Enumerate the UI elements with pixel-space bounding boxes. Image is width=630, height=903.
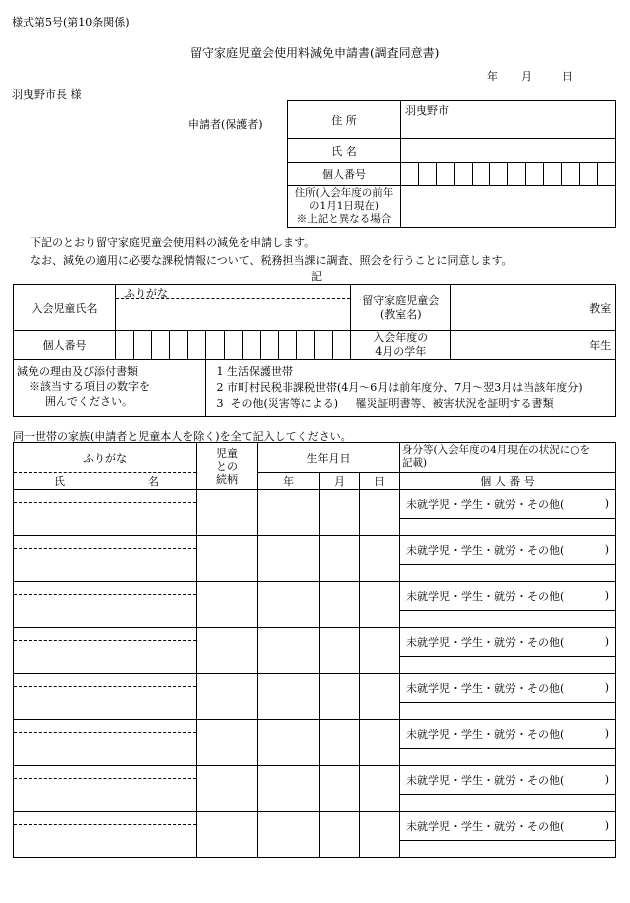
family-row — [14, 674, 616, 703]
family-row — [14, 536, 616, 565]
address-value: 羽曳野市 — [405, 104, 449, 117]
applicant-table — [287, 100, 616, 228]
digit-box[interactable] — [526, 163, 544, 186]
family-personal-number-field — [400, 703, 616, 720]
applicant-label: 申請者(保護者) — [188, 118, 263, 131]
family-birth-year-field[interactable] — [258, 812, 320, 858]
family-relation-field[interactable] — [197, 766, 258, 812]
status-options: 未就学児・学生・就労・その他( — [406, 820, 565, 833]
status-close: ) — [604, 543, 609, 556]
family-relation-field[interactable] — [197, 582, 258, 628]
date-year-label: 年 — [487, 70, 498, 83]
digit-box[interactable] — [152, 331, 170, 360]
family-birth-year-field[interactable] — [258, 490, 320, 536]
family-table — [13, 442, 616, 858]
family-name-field[interactable] — [14, 674, 197, 720]
family-status-field[interactable] — [400, 674, 616, 703]
status-options: 未就学児・学生・就労・その他( — [406, 590, 565, 603]
family-personal-number-field — [400, 657, 616, 674]
child-furigana-label: ふりがな — [116, 285, 350, 299]
digit-box[interactable] — [508, 163, 526, 186]
year-header: 年 — [258, 473, 320, 490]
status-close: ) — [604, 681, 609, 694]
family-personal-number-field — [400, 795, 616, 812]
digit-box[interactable] — [170, 331, 188, 360]
statement-1: 下記のとおり留守家庭児童会使用料の減免を申請します。 — [30, 236, 316, 249]
relation-header: 児童 との 続柄 — [197, 443, 258, 490]
family-name-field[interactable] — [14, 766, 197, 812]
date-month-label: 月 — [521, 70, 532, 83]
digit-box[interactable] — [472, 163, 490, 186]
personal-number-label: 個人番号 — [288, 163, 401, 186]
prev-address-field[interactable] — [401, 186, 616, 228]
family-status-field[interactable] — [400, 628, 616, 657]
status-close: ) — [604, 589, 609, 602]
status-options: 未就学児・学生・就労・その他( — [406, 728, 565, 741]
form-number: 様式第5号(第10条関係) — [12, 16, 130, 29]
family-birth-day-field[interactable] — [360, 628, 400, 674]
digit-box[interactable] — [597, 163, 615, 186]
reason-item-2[interactable]: 2 市町村民税非課税世帯(4月～6月は前年度分、7月～翌3月は当該年度分) — [216, 381, 583, 394]
digit-box[interactable] — [454, 163, 472, 186]
family-name-field[interactable] — [14, 536, 197, 582]
digit-box[interactable] — [333, 331, 351, 360]
page-title: 留守家庭児童会使用料減免申請書(調査同意書) — [190, 46, 440, 60]
child-name-label: 入会児童氏名 — [14, 285, 116, 331]
family-personal-number-field — [400, 565, 616, 582]
digit-box[interactable] — [242, 331, 260, 360]
name-header — [14, 473, 197, 490]
family-status-field[interactable] — [400, 536, 616, 565]
family-name-field[interactable] — [14, 582, 197, 628]
family-birth-month-field[interactable] — [320, 766, 360, 812]
family-name-field[interactable] — [14, 490, 197, 536]
family-status-field[interactable] — [400, 766, 616, 795]
child-table — [13, 284, 616, 417]
family-birth-month-field[interactable] — [320, 628, 360, 674]
family-birth-day-field[interactable] — [360, 720, 400, 766]
prev-address-label: 住所(入会年度の前年 の1月1日現在) ※上記と異なる場合 — [288, 186, 401, 228]
family-birth-month-field[interactable] — [320, 720, 360, 766]
surname-header: 氏 — [54, 475, 65, 488]
reason-options — [206, 360, 616, 417]
birth-header: 生年月日 — [258, 443, 400, 473]
family-birth-month-field[interactable] — [320, 674, 360, 720]
family-birth-year-field[interactable] — [258, 674, 320, 720]
digit-box[interactable] — [278, 331, 296, 360]
family-status-field[interactable] — [400, 582, 616, 611]
family-relation-field[interactable] — [197, 490, 258, 536]
addressee: 羽曳野市長 様 — [12, 88, 82, 101]
family-birth-year-field[interactable] — [258, 628, 320, 674]
child-name-field[interactable] — [116, 285, 351, 331]
digit-box[interactable] — [490, 163, 508, 186]
family-name-field[interactable] — [14, 720, 197, 766]
family-status-field[interactable] — [400, 720, 616, 749]
family-status-field[interactable] — [400, 490, 616, 519]
status-close: ) — [604, 635, 609, 648]
status-header: 身分等(入会年度の4月現在の状況に○を 記載) — [400, 443, 616, 473]
name-field[interactable] — [401, 139, 616, 163]
name-label: 氏 名 — [288, 139, 401, 163]
reason-item-1[interactable]: 1 生活保護世帯 — [216, 365, 293, 378]
grade-field[interactable] — [451, 331, 616, 360]
family-birth-month-field[interactable] — [320, 812, 360, 858]
family-row — [14, 490, 616, 519]
address-label: 住 所 — [288, 101, 401, 139]
family-birth-month-field[interactable] — [320, 582, 360, 628]
status-options: 未就学児・学生・就労・その他( — [406, 774, 565, 787]
family-row — [14, 766, 616, 795]
digit-box[interactable] — [116, 331, 134, 360]
digit-box[interactable] — [188, 331, 206, 360]
family-birth-year-field[interactable] — [258, 720, 320, 766]
family-birth-year-field[interactable] — [258, 766, 320, 812]
family-relation-field[interactable] — [197, 812, 258, 858]
club-suffix: 教室 — [589, 301, 612, 315]
family-row — [14, 720, 616, 749]
child-personal-number-label: 個人番号 — [14, 331, 116, 360]
status-options: 未就学児・学生・就労・その他( — [406, 498, 565, 511]
family-row — [14, 628, 616, 657]
digit-box[interactable] — [134, 331, 152, 360]
digit-box[interactable] — [296, 331, 314, 360]
digit-box[interactable] — [436, 163, 454, 186]
family-birth-month-field[interactable] — [320, 536, 360, 582]
family-status-field[interactable] — [400, 812, 616, 841]
family-relation-field[interactable] — [197, 628, 258, 674]
address-field[interactable] — [401, 101, 616, 139]
status-options: 未就学児・学生・就労・その他( — [406, 544, 565, 557]
family-birth-day-field[interactable] — [360, 582, 400, 628]
digit-box[interactable] — [224, 331, 242, 360]
family-row — [14, 582, 616, 611]
status-options: 未就学児・学生・就労・その他( — [406, 682, 565, 695]
family-personal-number-field — [400, 841, 616, 858]
family-relation-field[interactable] — [197, 720, 258, 766]
family-personal-number-field — [400, 611, 616, 628]
grade-label: 入会年度の 4月の学年 — [351, 331, 451, 360]
digit-box[interactable] — [401, 163, 419, 186]
status-close: ) — [604, 727, 609, 740]
family-furigana-header: ふりがな — [14, 443, 197, 473]
day-header: 日 — [360, 473, 400, 490]
family-relation-field[interactable] — [197, 536, 258, 582]
family-personal-number-field — [400, 749, 616, 766]
digit-box[interactable] — [562, 163, 580, 186]
family-birth-month-field[interactable] — [320, 490, 360, 536]
statement-2: なお、減免の適用に必要な課税情報について、税務担当課に調査、照会を行うことに同意します。 — [30, 254, 513, 267]
family-birth-day-field[interactable] — [360, 536, 400, 582]
ki-label: 記 — [311, 270, 322, 283]
digit-box[interactable] — [206, 331, 224, 360]
digit-box[interactable] — [260, 331, 278, 360]
month-header: 月 — [320, 473, 360, 490]
club-label: 留守家庭児童会 (教室名) — [351, 285, 451, 331]
personal-number-header: 個 人 番 号 — [400, 473, 616, 490]
status-close: ) — [604, 773, 609, 786]
family-birth-day-field[interactable] — [360, 812, 400, 858]
digit-box[interactable] — [418, 163, 436, 186]
family-personal-number-field — [400, 519, 616, 536]
family-birth-day-field[interactable] — [360, 674, 400, 720]
family-birth-day-field[interactable] — [360, 766, 400, 812]
family-birth-year-field[interactable] — [258, 582, 320, 628]
status-close: ) — [604, 497, 609, 510]
digit-box[interactable] — [544, 163, 562, 186]
given-name-header: 名 — [148, 475, 159, 488]
family-birth-day-field[interactable] — [360, 490, 400, 536]
family-heading: 同一世帯の家族(申請者と児童本人を除く)を全て記入してください。 — [13, 430, 352, 443]
grade-suffix: 年生 — [589, 339, 612, 352]
reason-label: 減免の理由及び添付書類 ※該当する項目の数字を 囲んでください。 — [14, 360, 206, 417]
date-day-label: 日 — [562, 70, 573, 83]
status-close: ) — [604, 819, 609, 832]
club-field[interactable] — [451, 285, 616, 331]
family-name-field[interactable] — [14, 812, 197, 858]
digit-box[interactable] — [579, 163, 597, 186]
reason-item-3[interactable]: 3 その他(災害等による) 罹災証明書等、被害状況を証明する書類 — [216, 397, 554, 410]
family-row — [14, 812, 616, 841]
digit-box[interactable] — [315, 331, 333, 360]
family-name-field[interactable] — [14, 628, 197, 674]
status-options: 未就学児・学生・就労・その他( — [406, 636, 565, 649]
family-birth-year-field[interactable] — [258, 536, 320, 582]
family-relation-field[interactable] — [197, 674, 258, 720]
